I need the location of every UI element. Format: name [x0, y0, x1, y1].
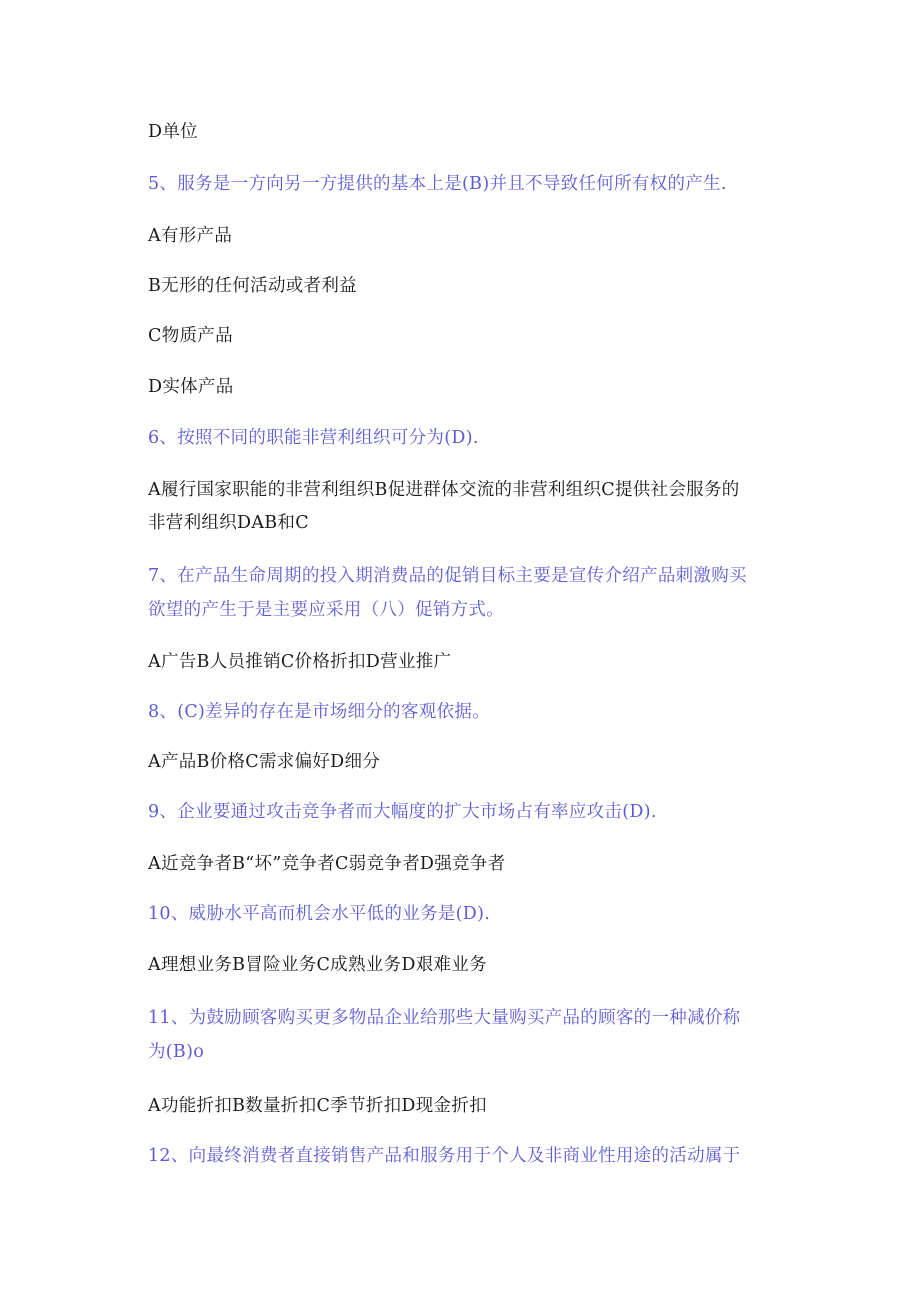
question-line: 7、在产品生命周期的投入期消费品的促销目标主要是宣传介绍产品刺激购买	[148, 566, 747, 586]
option-line: C物质产品	[148, 326, 233, 346]
option-line: A履行国家职能的非营利组织B促进群体交流的非营利组织C提供社会服务的	[148, 480, 740, 500]
option-line: A理想业务B冒险业务C成熟业务D艰难业务	[148, 955, 487, 975]
option-line: D单位	[148, 122, 198, 142]
option-line: 非营利组织DAB和C	[148, 513, 309, 533]
option-line: B无形的任何活动或者利益	[148, 276, 357, 296]
question-line: 8、(C)差异的存在是市场细分的客观依据。	[148, 702, 490, 722]
question-line: 6、按照不同的职能非营利组织可分为(D).	[148, 428, 479, 448]
option-line: A有形产品	[148, 226, 233, 246]
question-line: 5、服务是一方向另一方提供的基本上是(B)并且不导致任何所有权的产生.	[148, 174, 727, 194]
option-line: A近竞争者B“坏”竞争者C弱竞争者D强竞争者	[148, 854, 506, 874]
question-line: 为(B)o	[148, 1042, 205, 1062]
option-line: A功能折扣B数量折扣C季节折扣D现金折扣	[148, 1096, 487, 1116]
option-line: A广告B人员推销C价格折扣D营业推广	[148, 652, 452, 672]
question-line: 12、向最终消费者直接销售产品和服务用于个人及非商业性用途的活动属于	[148, 1146, 741, 1166]
question-line: 9、企业要通过攻击竞争者而大幅度的扩大市场占有率应攻击(D).	[148, 802, 657, 822]
question-line: 欲望的产生于是主要应采用（八）促销方式。	[148, 600, 504, 620]
option-line: D实体产品	[148, 377, 234, 397]
question-line: 10、威胁水平高而机会水平低的业务是(D).	[148, 904, 491, 924]
question-line: 11、为鼓励顾客购买更多物品企业给那些大量购买产品的顾客的一种减价称	[148, 1008, 741, 1028]
option-line: A产品B价格C需求偏好D细分	[148, 752, 381, 772]
